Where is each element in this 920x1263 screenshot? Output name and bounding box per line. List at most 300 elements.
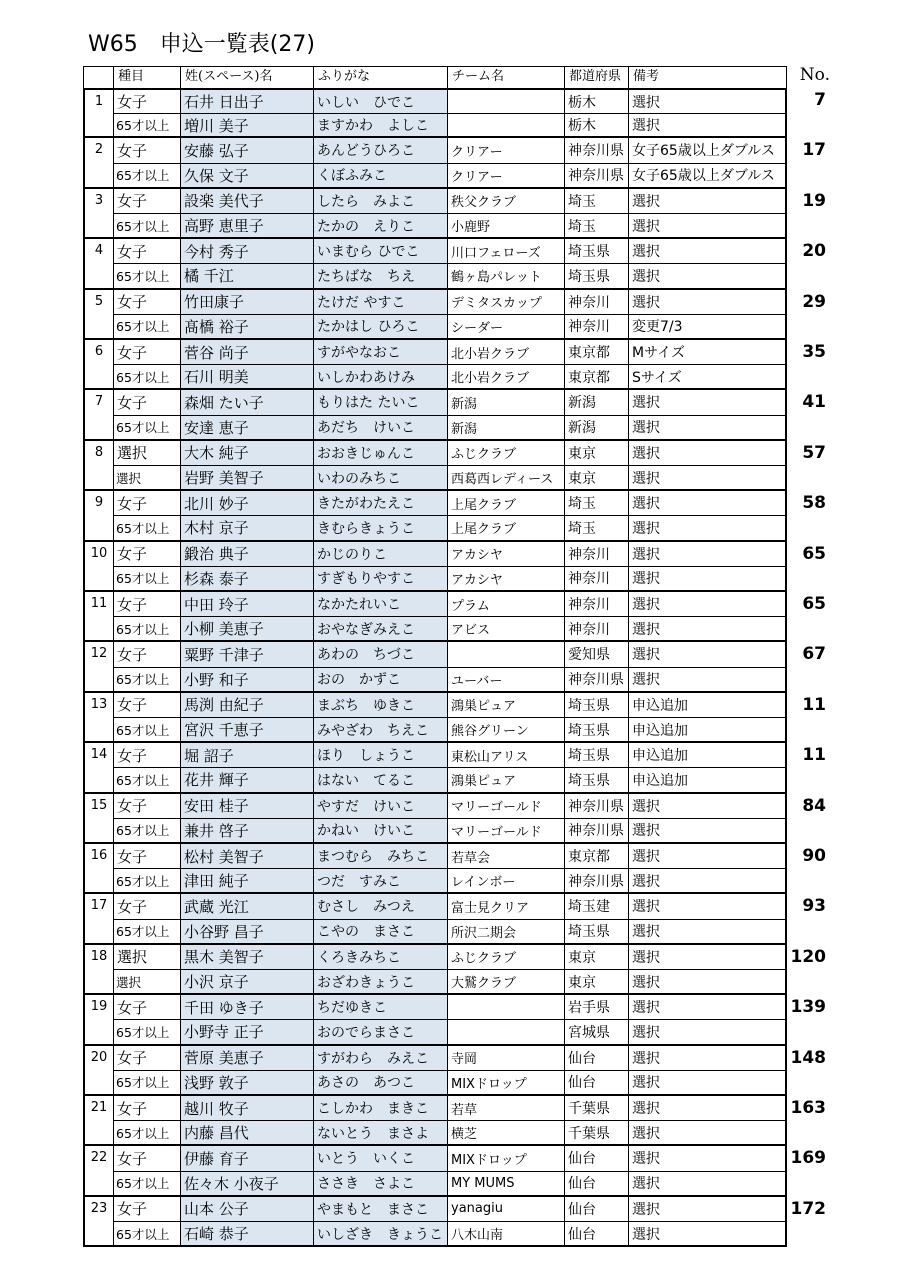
event-cell: 65才以上 (113, 1019, 180, 1043)
team-name-cell: 上尾クラブ (447, 491, 564, 515)
furigana-cell: いまむら ひでこ (313, 239, 447, 263)
furigana-cell: まぶち ゆきこ (313, 693, 447, 717)
entry-index: 19 (90, 999, 108, 1015)
event-cell: 女子 (113, 340, 180, 364)
player-name-cell: 安達 恵子 (180, 415, 313, 439)
furigana-cell: たちばな ちえ (313, 263, 447, 287)
player-name-cell: 千田 ゆき子 (180, 995, 313, 1019)
player-name-cell: 小沢 京子 (180, 969, 313, 993)
furigana-cell: すがわら みえこ (313, 1046, 447, 1070)
team-name-cell (447, 90, 564, 113)
furigana-cell: かじのりこ (313, 542, 447, 566)
entry-index: 23 (90, 1200, 108, 1216)
remarks-cell: 選択 (628, 113, 785, 136)
player-name-cell: 杉森 泰子 (180, 566, 313, 590)
prefecture-cell: 神奈川県 (564, 163, 628, 187)
team-name-cell: 鶴ヶ島パレット (447, 263, 564, 287)
entry-index: 17 (90, 898, 108, 914)
team-name-cell: 鴻巣ピュア (447, 767, 564, 791)
player-name-cell: 粟野 千津子 (180, 642, 313, 666)
player-name-cell: 増川 美子 (180, 113, 313, 136)
furigana-cell: いわのみちこ (313, 465, 447, 489)
player-name-cell: 石川 明美 (180, 364, 313, 388)
remarks-cell: 選択 (628, 1221, 785, 1245)
application-table (83, 66, 787, 1248)
furigana-cell: あだち けいこ (313, 415, 447, 439)
team-name-cell: アカシヤ (447, 542, 564, 566)
remarks-cell: 選択 (628, 995, 785, 1019)
team-name-cell: レインボー (447, 868, 564, 892)
entry-group (83, 340, 787, 390)
entry-number: 19 (802, 190, 826, 211)
furigana-cell: なかたれいこ (313, 592, 447, 616)
prefecture-cell: 仙台 (564, 1171, 628, 1195)
player-name-cell: 中田 玲子 (180, 592, 313, 616)
furigana-cell: おおきじゅんこ (313, 441, 447, 465)
team-name-cell: クリアー (447, 163, 564, 187)
prefecture-cell: 神奈川県 (564, 667, 628, 691)
furigana-cell: たかはし ひろこ (313, 314, 447, 338)
prefecture-cell: 埼玉建 (564, 894, 628, 918)
team-name-cell: 若草 (447, 1096, 564, 1120)
entry-index: 20 (90, 1049, 108, 1065)
player-name-cell: 岩野 美智子 (180, 465, 313, 489)
entry-index: 22 (90, 1150, 108, 1166)
entry-group (83, 1146, 787, 1196)
remarks-cell: 選択 (628, 213, 785, 237)
event-cell: 選択 (113, 441, 180, 465)
prefecture-cell: 東京 (564, 945, 628, 969)
entry-group (83, 794, 787, 844)
team-name-cell: マリーゴールド (447, 818, 564, 842)
event-cell: 女子 (113, 542, 180, 566)
prefecture-cell: 埼玉県 (564, 919, 628, 943)
entry-index: 15 (90, 797, 108, 813)
remarks-cell: 選択 (628, 969, 785, 993)
remarks-cell: 選択 (628, 844, 785, 868)
player-name-cell: 石井 日出子 (180, 90, 313, 113)
event-cell: 選択 (113, 465, 180, 489)
player-name-cell: 橘 千江 (180, 263, 313, 287)
player-name-cell: 大木 純子 (180, 441, 313, 465)
remarks-cell: 選択 (628, 868, 785, 892)
player-name-cell: 黒木 美智子 (180, 945, 313, 969)
event-cell: 65才以上 (113, 113, 180, 136)
entry-group (83, 743, 787, 793)
prefecture-cell: 神奈川 (564, 566, 628, 590)
prefecture-cell: 埼玉県 (564, 717, 628, 741)
furigana-cell: おのでらまさこ (313, 1019, 447, 1043)
remarks-cell: 選択 (628, 515, 785, 539)
entry-group (83, 390, 787, 440)
remarks-cell: 女子65歳以上ダブルス (628, 138, 785, 162)
entry-number: 7 (814, 90, 826, 110)
remarks-cell: 選択 (628, 894, 785, 918)
entry-group (83, 844, 787, 894)
furigana-cell: あんどうひろこ (313, 138, 447, 162)
event-cell: 65才以上 (113, 717, 180, 741)
event-cell: 65才以上 (113, 314, 180, 338)
prefecture-cell: 仙台 (564, 1046, 628, 1070)
player-name-cell: 高野 恵里子 (180, 213, 313, 237)
entry-number: 163 (790, 1098, 826, 1118)
remarks-cell: 選択 (628, 491, 785, 515)
player-name-cell: 花井 輝子 (180, 767, 313, 791)
team-name-cell: 上尾クラブ (447, 515, 564, 539)
player-name-cell: 宮沢 千恵子 (180, 717, 313, 741)
header-prefecture: 都道府県 (564, 67, 628, 88)
entry-number: 11 (802, 694, 826, 715)
furigana-cell: あわの ちづこ (313, 642, 447, 666)
prefecture-cell: 栃木 (564, 113, 628, 136)
remarks-cell: 選択 (628, 1019, 785, 1043)
remarks-cell: 選択 (628, 794, 785, 818)
prefecture-cell: 神奈川 (564, 616, 628, 640)
furigana-cell: ちだゆきこ (313, 995, 447, 1019)
prefecture-cell: 新潟 (564, 390, 628, 414)
team-name-cell: MIXドロップ (447, 1070, 564, 1094)
entry-group (83, 491, 787, 541)
event-cell: 女子 (113, 844, 180, 868)
entry-index: 14 (90, 747, 108, 763)
event-cell: 65才以上 (113, 415, 180, 439)
team-name-cell (447, 1019, 564, 1043)
furigana-cell: おの かずこ (313, 667, 447, 691)
furigana-cell: やまもと まさこ (313, 1197, 447, 1221)
event-cell: 女子 (113, 390, 180, 414)
team-name-cell: クリアー (447, 138, 564, 162)
player-name-cell: 菅原 美恵子 (180, 1046, 313, 1070)
furigana-cell: たかの えりこ (313, 213, 447, 237)
entry-number: 65 (802, 594, 826, 614)
remarks-cell: 申込追加 (628, 693, 785, 717)
entry-index: 18 (90, 948, 108, 964)
event-cell: 65才以上 (113, 667, 180, 691)
team-name-cell: 西葛西レディース (447, 465, 564, 489)
team-name-cell (447, 995, 564, 1019)
header-team: チーム名 (447, 67, 564, 88)
furigana-cell: おざわきょうこ (313, 969, 447, 993)
entry-number: 93 (802, 896, 826, 917)
entry-number: 35 (802, 342, 826, 362)
entry-group (83, 642, 787, 692)
entry-number: 58 (802, 493, 826, 514)
event-cell: 女子 (113, 1096, 180, 1120)
entry-group (83, 239, 787, 289)
no-header: No. (799, 65, 830, 85)
team-name-cell: MY MUMS (447, 1171, 564, 1195)
event-cell: 65才以上 (113, 919, 180, 943)
page-title: W65 申込一覧表(27) (88, 32, 315, 57)
team-name-cell: 若草会 (447, 844, 564, 868)
entry-number: 139 (790, 997, 826, 1018)
entry-group (83, 995, 787, 1045)
furigana-cell: おやなぎみえこ (313, 616, 447, 640)
event-cell: 選択 (113, 945, 180, 969)
remarks-cell: 選択 (628, 290, 785, 314)
remarks-cell: 選択 (628, 818, 785, 842)
prefecture-cell: 岩手県 (564, 995, 628, 1019)
team-name-cell: 八木山南 (447, 1221, 564, 1245)
event-cell: 女子 (113, 592, 180, 616)
prefecture-cell: 埼玉県 (564, 239, 628, 263)
entry-group (83, 290, 787, 340)
entry-number: 67 (802, 644, 826, 665)
team-name-cell: MIXドロップ (447, 1146, 564, 1170)
prefecture-cell: 埼玉県 (564, 767, 628, 791)
prefecture-cell: 宮城県 (564, 1019, 628, 1043)
remarks-cell: 選択 (628, 1171, 785, 1195)
entry-number: 29 (802, 291, 826, 312)
furigana-cell: あさの あつこ (313, 1070, 447, 1094)
team-name-cell (447, 642, 564, 666)
team-name-cell: 秩父クラブ (447, 189, 564, 213)
event-cell: 65才以上 (113, 263, 180, 287)
furigana-cell: はない てるこ (313, 767, 447, 791)
entry-group (83, 1046, 787, 1096)
entry-number: 20 (802, 241, 826, 262)
prefecture-cell: 神奈川県 (564, 138, 628, 162)
event-cell: 女子 (113, 239, 180, 263)
prefecture-cell: 神奈川 (564, 290, 628, 314)
remarks-cell: 選択 (628, 239, 785, 263)
player-name-cell: 山本 公子 (180, 1197, 313, 1221)
entry-group (83, 542, 787, 592)
team-name-cell: ユーバー (447, 667, 564, 691)
prefecture-cell: 新潟 (564, 415, 628, 439)
event-cell: 女子 (113, 794, 180, 818)
player-name-cell: 堀 詔子 (180, 743, 313, 767)
event-cell: 65才以上 (113, 818, 180, 842)
remarks-cell: 選択 (628, 616, 785, 640)
prefecture-cell: 仙台 (564, 1221, 628, 1245)
remarks-cell: 申込追加 (628, 717, 785, 741)
remarks-cell: 選択 (628, 415, 785, 439)
team-name-cell: アビス (447, 616, 564, 640)
remarks-cell: 申込追加 (628, 743, 785, 767)
team-name-cell: 熊谷グリーン (447, 717, 564, 741)
team-name-cell: ふじクラブ (447, 441, 564, 465)
furigana-cell: ますかわ よしこ (313, 113, 447, 136)
event-cell: 女子 (113, 1146, 180, 1170)
prefecture-cell: 埼玉 (564, 189, 628, 213)
entry-group (83, 945, 787, 995)
furigana-cell: むさし みつえ (313, 894, 447, 918)
team-name-cell: 横芝 (447, 1120, 564, 1144)
event-cell: 女子 (113, 290, 180, 314)
furigana-cell: つだ すみこ (313, 868, 447, 892)
entry-number: 17 (802, 140, 826, 161)
player-name-cell: 小柳 美恵子 (180, 616, 313, 640)
event-cell: 65才以上 (113, 515, 180, 539)
prefecture-cell: 埼玉 (564, 491, 628, 515)
prefecture-cell: 愛知県 (564, 642, 628, 666)
team-name-cell: 富士見クリア (447, 894, 564, 918)
furigana-cell: こやの まさこ (313, 919, 447, 943)
player-name-cell: 松村 美智子 (180, 844, 313, 868)
prefecture-cell: 東京 (564, 969, 628, 993)
furigana-cell: まつむら みちこ (313, 844, 447, 868)
prefecture-cell: 東京都 (564, 844, 628, 868)
event-cell: 女子 (113, 642, 180, 666)
prefecture-cell: 埼玉県 (564, 263, 628, 287)
furigana-cell: いしい ひでこ (313, 90, 447, 113)
event-cell: 女子 (113, 693, 180, 717)
event-cell: 65才以上 (113, 1221, 180, 1245)
furigana-cell: すがやなおこ (313, 340, 447, 364)
player-name-cell: 越川 牧子 (180, 1096, 313, 1120)
entry-index: 16 (90, 848, 108, 863)
player-name-cell: 小野寺 正子 (180, 1019, 313, 1043)
furigana-cell: こしかわ まきこ (313, 1096, 447, 1120)
entry-group (83, 189, 787, 239)
header-name: 姓(スペース)名 (180, 67, 313, 88)
player-name-cell: 木村 京子 (180, 515, 313, 539)
team-name-cell: 北小岩クラブ (447, 364, 564, 388)
remarks-cell: 選択 (628, 465, 785, 489)
prefecture-cell: 埼玉 (564, 515, 628, 539)
furigana-cell: すぎもりやすこ (313, 566, 447, 590)
remarks-cell: 選択 (628, 566, 785, 590)
player-name-cell: 浅野 敦子 (180, 1070, 313, 1094)
remarks-cell: 選択 (628, 441, 785, 465)
event-cell: 65才以上 (113, 868, 180, 892)
furigana-cell: くぼふみこ (313, 163, 447, 187)
event-cell: 女子 (113, 894, 180, 918)
team-name-cell: シーダー (447, 314, 564, 338)
entry-index: 4 (94, 243, 104, 259)
player-name-cell: 武蔵 光江 (180, 894, 313, 918)
team-name-cell: 北小岩クラブ (447, 340, 564, 364)
furigana-cell: いしざき きょうこ (313, 1221, 447, 1245)
event-cell: 65才以上 (113, 566, 180, 590)
entry-number: 148 (790, 1047, 826, 1068)
team-name-cell: 新潟 (447, 415, 564, 439)
prefecture-cell: 東京都 (564, 340, 628, 364)
entry-group (83, 138, 787, 188)
furigana-cell: やすだ けいこ (313, 794, 447, 818)
remarks-cell: 選択 (628, 667, 785, 691)
remarks-cell: 選択 (628, 1120, 785, 1144)
prefecture-cell: 東京 (564, 465, 628, 489)
entry-number: 84 (802, 795, 826, 816)
team-name-cell: 新潟 (447, 390, 564, 414)
event-cell: 65才以上 (113, 364, 180, 388)
remarks-cell: 選択 (628, 390, 785, 414)
event-cell: 65才以上 (113, 767, 180, 791)
event-cell: 女子 (113, 491, 180, 515)
furigana-cell: いしかわあけみ (313, 364, 447, 388)
team-name-cell: 大鷲クラブ (447, 969, 564, 993)
entry-index: 9 (94, 495, 104, 511)
entry-group (83, 693, 787, 743)
entry-number: 172 (790, 1198, 826, 1219)
event-cell: 65才以上 (113, 1120, 180, 1144)
event-cell: 65才以上 (113, 213, 180, 237)
event-cell: 女子 (113, 138, 180, 162)
table-header (83, 66, 787, 88)
prefecture-cell: 東京 (564, 441, 628, 465)
team-name-cell: デミタスカップ (447, 290, 564, 314)
team-name-cell: 川口フェローズ (447, 239, 564, 263)
event-cell: 65才以上 (113, 163, 180, 187)
player-name-cell: 佐々木 小夜子 (180, 1171, 313, 1195)
entry-number: 120 (790, 946, 826, 967)
player-name-cell: 津田 純子 (180, 868, 313, 892)
event-cell: 65才以上 (113, 1070, 180, 1094)
prefecture-cell: 千葉県 (564, 1120, 628, 1144)
event-cell: 女子 (113, 189, 180, 213)
prefecture-cell: 千葉県 (564, 1096, 628, 1120)
header-index (84, 67, 113, 88)
player-name-cell: 内藤 昌代 (180, 1120, 313, 1144)
entry-index: 6 (94, 344, 104, 359)
player-name-cell: 鍛治 典子 (180, 542, 313, 566)
entry-index: 12 (90, 646, 108, 662)
entry-number: 169 (790, 1148, 826, 1169)
event-cell: 選択 (113, 969, 180, 993)
player-name-cell: 設楽 美代子 (180, 189, 313, 213)
remarks-cell: 申込追加 (628, 767, 785, 791)
entry-index: 13 (90, 696, 108, 712)
prefecture-cell: 東京都 (564, 364, 628, 388)
remarks-cell: 選択 (628, 1197, 785, 1221)
entry-group (83, 88, 787, 138)
header-remarks: 備考 (628, 67, 786, 88)
player-name-cell: 安田 桂子 (180, 794, 313, 818)
prefecture-cell: 栃木 (564, 90, 628, 113)
remarks-cell: Sサイズ (628, 364, 785, 388)
remarks-cell: 選択 (628, 642, 785, 666)
player-name-cell: 竹田康子 (180, 290, 313, 314)
furigana-cell: くろきみちこ (313, 945, 447, 969)
remarks-cell: 選択 (628, 1046, 785, 1070)
team-name-cell: 鴻巣ピュア (447, 693, 564, 717)
furigana-cell: ほり しょうこ (313, 743, 447, 767)
remarks-cell: 選択 (628, 542, 785, 566)
furigana-cell: たけだ やすこ (313, 290, 447, 314)
prefecture-cell: 神奈川県 (564, 794, 628, 818)
team-name-cell: 小鹿野 (447, 213, 564, 237)
header-event: 種目 (113, 67, 180, 88)
furigana-cell: したら みよこ (313, 189, 447, 213)
player-name-cell: 石崎 恭子 (180, 1221, 313, 1245)
team-name-cell: プラム (447, 592, 564, 616)
entry-index: 10 (90, 545, 108, 561)
furigana-cell: きたがわたえこ (313, 491, 447, 515)
entry-index: 7 (94, 394, 104, 410)
event-cell: 65才以上 (113, 616, 180, 640)
team-name-cell: マリーゴールド (447, 794, 564, 818)
prefecture-cell: 仙台 (564, 1070, 628, 1094)
player-name-cell: 北川 妙子 (180, 491, 313, 515)
team-name-cell: yanagiu (447, 1197, 564, 1221)
event-cell: 女子 (113, 743, 180, 767)
entry-group (83, 441, 787, 491)
remarks-cell: 選択 (628, 1146, 785, 1170)
entry-number: 57 (802, 442, 826, 463)
entry-index: 5 (94, 293, 104, 309)
prefecture-cell: 埼玉 (564, 213, 628, 237)
remarks-cell: 選択 (628, 90, 785, 113)
team-name-cell: 所沢二期会 (447, 919, 564, 943)
player-name-cell: 森畑 たい子 (180, 390, 313, 414)
team-name-cell: 寺岡 (447, 1046, 564, 1070)
entry-group (83, 894, 787, 944)
entry-index: 3 (94, 192, 104, 208)
player-name-cell: 兼井 啓子 (180, 818, 313, 842)
event-cell: 女子 (113, 1046, 180, 1070)
